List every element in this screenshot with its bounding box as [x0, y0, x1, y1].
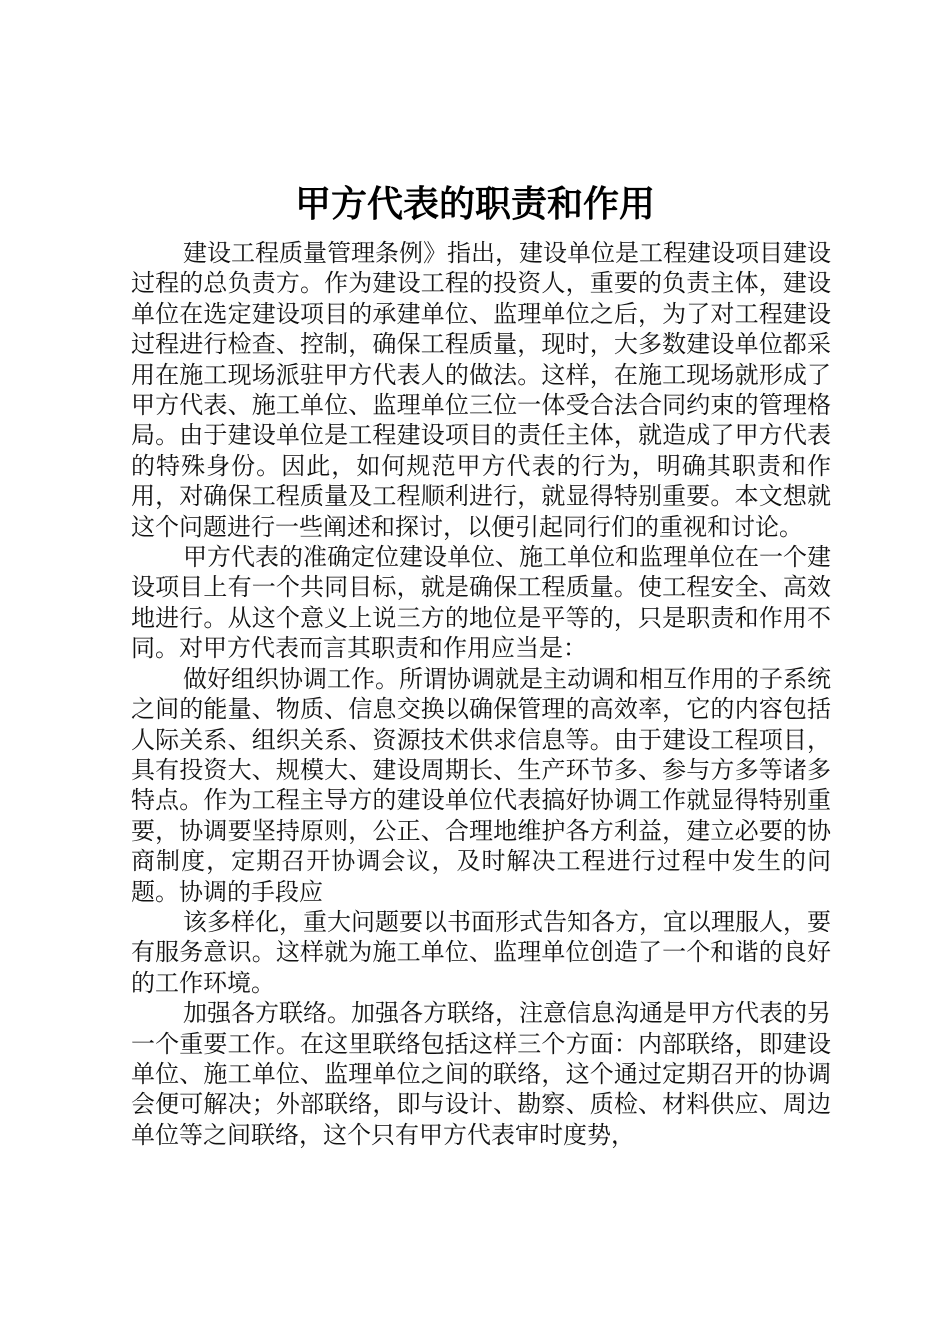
- document-body: [131, 238, 831, 1150]
- paragraph: 加强各方联络。加强各方联络，注意信息沟通是甲方代表的另一个重要工作。在这里联络包括这样三个方面：内部联络，即建设单位、施工单位、监理单位之间的联络，这个通过定期召开的协调会便可解决；外部联络，即与设计、勘察、质检、材料供应、周边单位等之间联络，这个只有甲方代表审时度势，: [131, 999, 831, 1149]
- paragraph: 该多样化，重大问题要以书面形式告知各方，宜以理服人，要有服务意识。这样就为施工单位、监理单位创造了一个和谐的良好的工作环境。: [131, 907, 831, 997]
- page-title: 甲方代表的职责和作用: [294, 184, 655, 225]
- paragraph: 甲方代表的准确定位建设单位、施工单位和监理单位在一个建设项目上有一个共同目标，就是确保工程质量。使工程安全、高效地进行。从这个意义上说三方的地位是平等的，只是职责和作用不同。对甲方代表而言其职责和作用应当是：: [131, 543, 831, 663]
- paragraph: 做好组织协调工作。所谓协调就是主动调和相互作用的子系统之间的能量、物质、信息交换以确保管理的高效率，它的内容包括人际关系、组织关系、资源技术供求信息等。由于建设工程项目，具有投资大、规模大、建设周期长、生产环节多、参与方多等诸多特点。作为工程主导方的建设单位代表搞好协调工作就显得特别重要，协调要坚持原则，公正、合理地维护各方利益，建立必要的协商制度，定期召开协调会议，及时解决工程进行过程中发生的问题。协调的手段应: [131, 664, 831, 906]
- paragraph: 建设工程质量管理条例》指出，建设单位是工程建设项目建设过程的总负责方。作为建设工程的投资人，重要的负责主体，建设单位在选定建设项目的承建单位、监理单位之后，为了对工程建设过程进行检查、控制，确保工程质量，现时，大多数建设单位都采用在施工现场派驻甲方代表人的做法。这样，在施工现场就形成了甲方代表、施工单位、监理单位三位一体受合法合同约束的管理格局。由于建设单位是工程建设项目的责任主体，就造成了甲方代表的特殊身份。因此，如何规范甲方代表的行为，明确其职责和作用，对确保工程质量及工程顺利进行，就显得特别重要。本文想就这个问题进行一些阐述和探讨，以便引起同行们的重视和讨论。: [131, 239, 831, 541]
